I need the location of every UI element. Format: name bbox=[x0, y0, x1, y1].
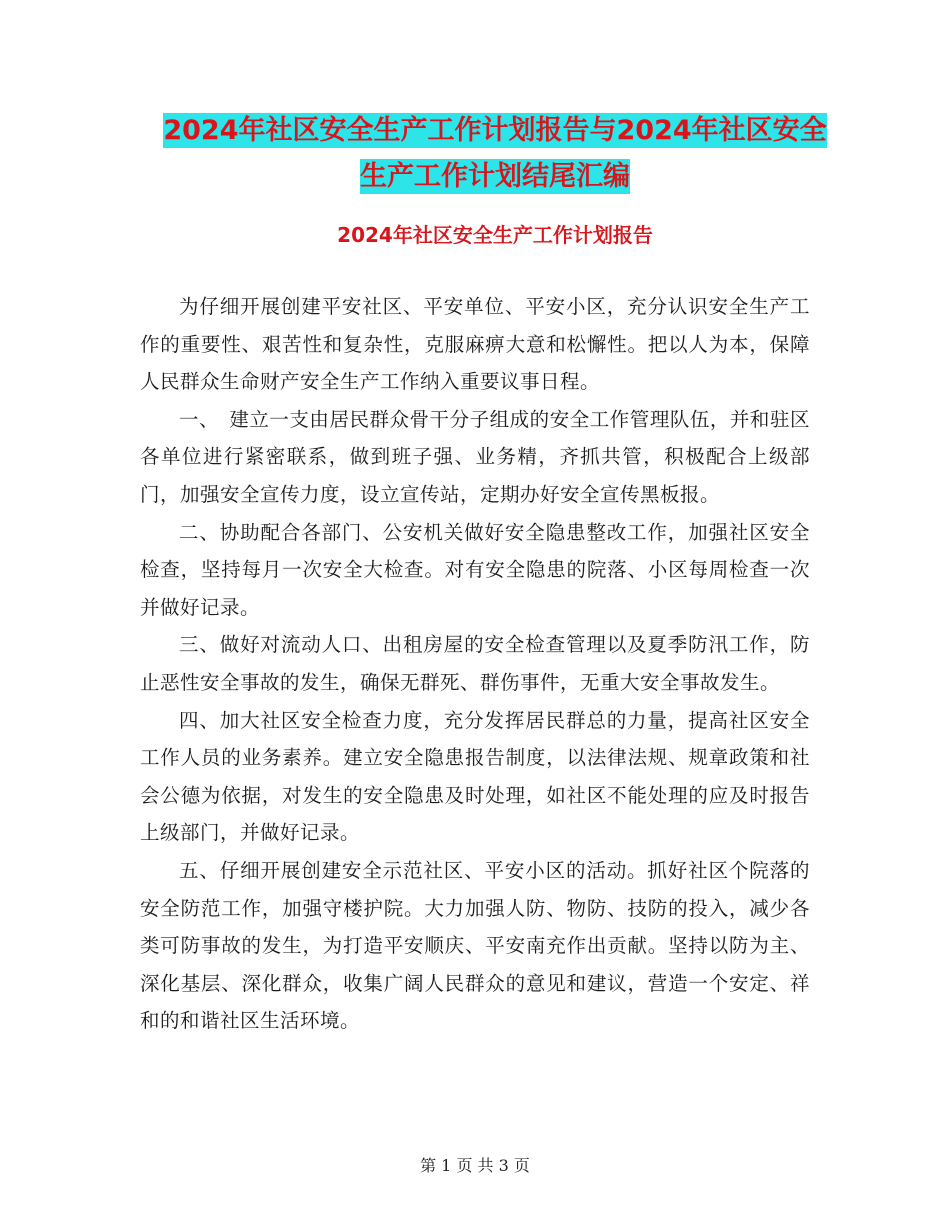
section-title: 2024年社区安全生产工作计划报告 bbox=[337, 223, 653, 247]
paragraph-intro: 为仔细开展创建平安社区、平安单位、平安小区，充分认识安全生产工作的重要性、艰苦性和复杂性，克服麻痹大意和松懈性。把以人为本，保障人民群众生命财产安全生产工作纳入重要议事日程。 bbox=[140, 295, 810, 394]
document-body bbox=[140, 288, 810, 1040]
paragraph-item-2: 二、协助配合各部门、公安机关做好安全隐患整改工作，加强社区安全检查，坚持每月一次安全大检查。对有安全隐患的院落、小区每周检查一次并做好记录。 bbox=[140, 520, 810, 619]
paragraph-item-4: 四、加大社区安全检查力度，充分发挥居民群总的力量，提高社区安全工作人员的业务素养。建立安全隐患报告制度，以法律法规、规章政策和社会公德为依据，对发生的安全隐患及时处理，如社区不能处理的应及时报告上级部门，并做好记录。 bbox=[140, 708, 810, 845]
paragraph-item-3: 三、做好对流动人口、出租房屋的安全检查管理以及夏季防汛工作，防止恶性安全事故的发生，确保无群死、群伤事件，无重大安全事故发生。 bbox=[140, 633, 810, 694]
document-title-line2: 生产工作计划结尾汇编 bbox=[360, 161, 630, 192]
document-title bbox=[140, 108, 850, 200]
page-number: 第 1 页 共 3 页 bbox=[420, 1156, 530, 1175]
paragraph-item-1: 一、 建立一支由居民群众骨干分子组成的安全工作管理队伍，并和驻区各单位进行紧密联系，做到班子强、业务精，齐抓共管，积极配合上级部门，加强安全宣传力度，设立宣传站，定期办好安全宣传黑板报。 bbox=[140, 407, 810, 506]
paragraph-item-5: 五、仔细开展创建安全示范社区、平安小区的活动。抓好社区个院落的安全防范工作，加强守楼护院。大力加强人防、物防、技防的投入，减少各类可防事故的发生，为打造平安顺庆、平安南充作出贡献。坚持以防为主、深化基层、深化群众，收集广阔人民群众的意见和建议，营造一个安定、祥和的和谐社区生活环境。 bbox=[140, 858, 810, 1033]
document-title-line1: 2024年社区安全生产工作计划报告与2024年社区安全 bbox=[163, 115, 827, 146]
